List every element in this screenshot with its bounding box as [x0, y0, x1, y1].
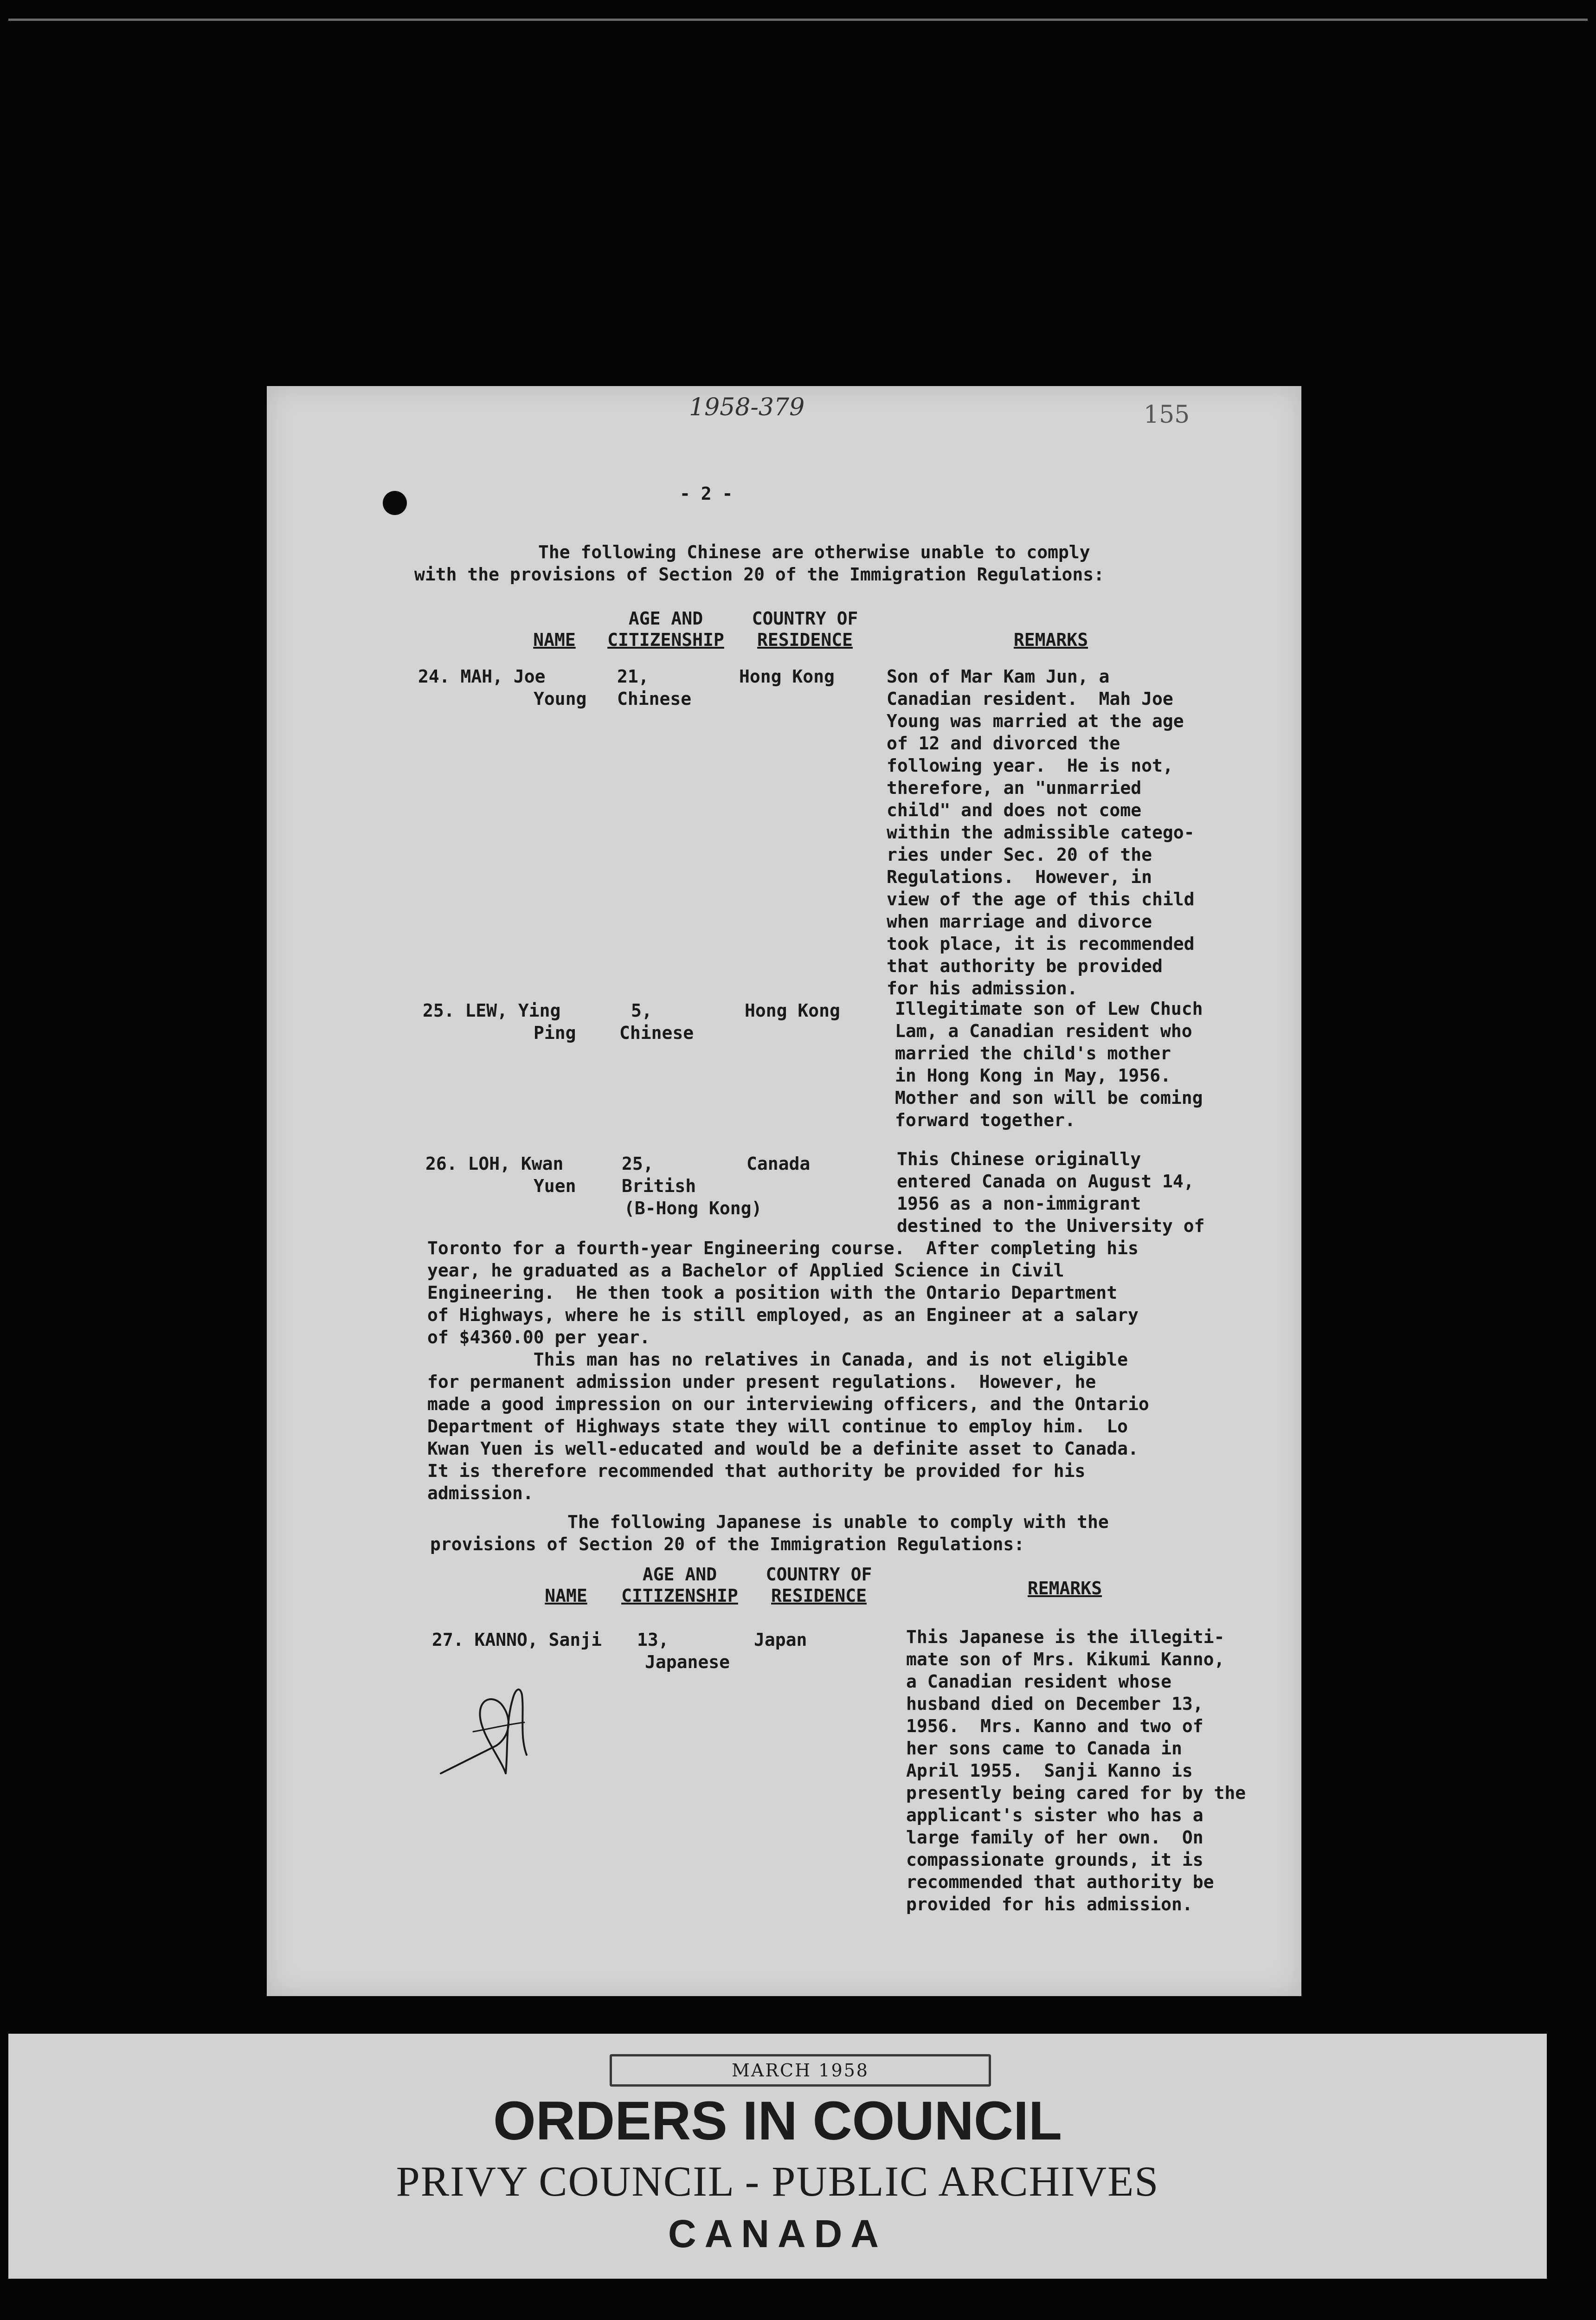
archive-banner	[8, 2034, 1547, 2279]
header-country-line-1-jp: COUNTRY OF	[766, 1564, 872, 1585]
banner-subtitle: PRIVY COUNCIL - PUBLIC ARCHIVES	[396, 2158, 1159, 2205]
remark-line: of 12 and divorced the	[887, 733, 1120, 754]
remark-line: April 1955. Sanji Kanno is	[906, 1760, 1193, 1781]
entry-26-age: 25,	[622, 1154, 654, 1174]
remark-line: her sons came to Canada in	[906, 1738, 1182, 1759]
intro-japanese-line-1: The following Japanese is unable to comply with the	[567, 1512, 1109, 1532]
entry-25-country: Hong Kong	[745, 1000, 840, 1021]
remark-line: for his admission.	[887, 978, 1078, 999]
entry-25-age: 5,	[631, 1000, 652, 1021]
remark-line: in Hong Kong in May, 1956.	[895, 1065, 1171, 1086]
remark-line: Canadian resident. Mah Joe	[887, 689, 1173, 709]
remark-line: recommended that authority be	[906, 1872, 1214, 1892]
remark-line: 1956 as a non-immigrant	[897, 1193, 1141, 1214]
entry-27-age: 13,	[637, 1630, 669, 1650]
remark-line: husband died on December 13,	[906, 1694, 1203, 1714]
remark-line: Illegitimate son of Lew Chuch	[895, 999, 1203, 1019]
intro-chinese-line-2: with the provisions of Section 20 of the Immigration Regulations:	[414, 564, 1105, 585]
remark-line: forward together.	[895, 1110, 1075, 1130]
header-citizenship: CITIZENSHIP	[607, 630, 724, 650]
remark-line: applicant's sister who has a	[906, 1805, 1203, 1825]
paragraph-line: year, he graduated as a Bachelor of Applied Science in Civil	[427, 1260, 1064, 1281]
paragraph-line: Department of Highways state they will continue to employ him. Lo	[427, 1416, 1128, 1437]
punch-hole	[383, 491, 407, 515]
entry-25-citizenship: Chinese	[619, 1023, 694, 1043]
remark-line: mate son of Mrs. Kikumi Kanno,	[906, 1649, 1225, 1669]
entry-25-name-line-2: Ping	[534, 1023, 576, 1043]
header-remarks-jp: REMARKS	[1027, 1578, 1102, 1598]
handwritten-reference-number: 1958-379	[689, 393, 805, 421]
entry-27-country: Japan	[754, 1630, 807, 1650]
remark-line: view of the age of this child	[887, 889, 1195, 909]
remark-line: large family of her own. On	[906, 1827, 1203, 1848]
remark-line: presently being cared for by the	[906, 1783, 1246, 1803]
remark-line: ries under Sec. 20 of the	[887, 844, 1152, 865]
intro-japanese-line-2: provisions of Section 20 of the Immigration Regulations:	[430, 1534, 1025, 1554]
remark-line: married the child's mother	[895, 1043, 1171, 1063]
remark-line: Regulations. However, in	[887, 867, 1152, 887]
film-frame-top-edge	[8, 19, 1588, 21]
paragraph-line: This man has no relatives in Canada, and is not eligible	[427, 1349, 1128, 1370]
intro-chinese-line-1: The following Chinese are otherwise unable to comply	[538, 542, 1090, 562]
banner-title: ORDERS IN COUNCIL	[493, 2090, 1062, 2152]
header-residence: RESIDENCE	[757, 630, 853, 650]
archive-date-box: MARCH 1958	[610, 2054, 991, 2087]
entry-24-name-line-2: Young	[534, 689, 587, 709]
remark-line: This Japanese is the illegiti-	[906, 1627, 1225, 1647]
handwritten-signature	[431, 1667, 543, 1787]
remark-line: provided for his admission.	[906, 1894, 1193, 1914]
header-citizenship-jp: CITIZENSHIP	[621, 1585, 738, 1606]
entry-26-name-line-2: Yuen	[534, 1176, 576, 1196]
entry-26-citizenship: British	[622, 1176, 696, 1196]
header-age-line-1: AGE AND	[628, 608, 703, 629]
entry-24-name-line-1: 24. MAH, Joe	[418, 666, 546, 687]
remark-line: This Chinese originally	[897, 1149, 1141, 1169]
remark-line: Lam, a Canadian resident who	[895, 1021, 1192, 1041]
remark-line: Mother and son will be coming	[895, 1088, 1203, 1108]
remark-line: Son of Mar Kam Jun, a	[887, 666, 1110, 687]
remark-line: 1956. Mrs. Kanno and two of	[906, 1716, 1203, 1736]
paragraph-line: of $4360.00 per year.	[427, 1327, 650, 1347]
header-remarks: REMARKS	[1013, 630, 1088, 650]
entry-26-citizenship-detail: (B-Hong Kong)	[624, 1198, 762, 1218]
entry-24-citizenship: Chinese	[617, 689, 692, 709]
header-country-line-1: COUNTRY OF	[752, 608, 858, 629]
paragraph-line: Kwan Yuen is well-educated and would be a definite asset to Canada.	[427, 1438, 1139, 1459]
header-age-line-1-jp: AGE AND	[642, 1564, 717, 1585]
paragraph-line: Engineering. He then took a position with the Ontario Department	[427, 1282, 1118, 1303]
header-name-jp: NAME	[545, 1585, 587, 1606]
remark-line: took place, it is recommended	[887, 934, 1195, 954]
entry-24-country: Hong Kong	[739, 666, 835, 687]
remark-line: compassionate grounds, it is	[906, 1850, 1203, 1870]
entry-27-citizenship: Japanese	[645, 1652, 730, 1672]
entry-26-name-line-1: 26. LOH, Kwan	[425, 1154, 564, 1174]
entry-25-name-line-1: 25. LEW, Ying	[423, 1000, 561, 1021]
page-number: - 2 -	[680, 483, 733, 504]
document-page	[267, 386, 1301, 1996]
banner-country: CANADA	[668, 2212, 887, 2256]
paragraph-line: Toronto for a fourth-year Engineering course. After completing his	[427, 1238, 1139, 1258]
paragraph-line: It is therefore recommended that authority be provided for his	[427, 1461, 1086, 1481]
paragraph-line: made a good impression on our interviewing officers, and the Ontario	[427, 1394, 1149, 1414]
remark-line: following year. He is not,	[887, 755, 1173, 776]
remark-line: entered Canada on August 14,	[897, 1171, 1194, 1192]
folio-number: 155	[1144, 401, 1190, 429]
remark-line: that authority be provided	[887, 956, 1163, 976]
remark-line: a Canadian resident whose	[906, 1671, 1171, 1692]
header-name: NAME	[533, 630, 576, 650]
paragraph-line: for permanent admission under present regulations. However, he	[427, 1372, 1096, 1392]
header-residence-jp: RESIDENCE	[771, 1585, 867, 1606]
remark-line: therefore, an "unmarried	[887, 778, 1142, 798]
entry-24-age: 21,	[617, 666, 649, 687]
remark-line: when marriage and divorce	[887, 911, 1152, 932]
entry-26-country: Canada	[747, 1154, 811, 1174]
remark-line: child" and does not come	[887, 800, 1142, 820]
paragraph-line: of Highways, where he is still employed, as an Engineer at a salary	[427, 1305, 1139, 1325]
remark-line: Young was married at the age	[887, 711, 1184, 731]
paragraph-line: admission.	[427, 1483, 534, 1503]
entry-27-name: 27. KANNO, Sanji	[432, 1630, 602, 1650]
remark-line: within the admissible catego-	[887, 822, 1195, 843]
remark-line: destined to the University of	[897, 1216, 1205, 1236]
